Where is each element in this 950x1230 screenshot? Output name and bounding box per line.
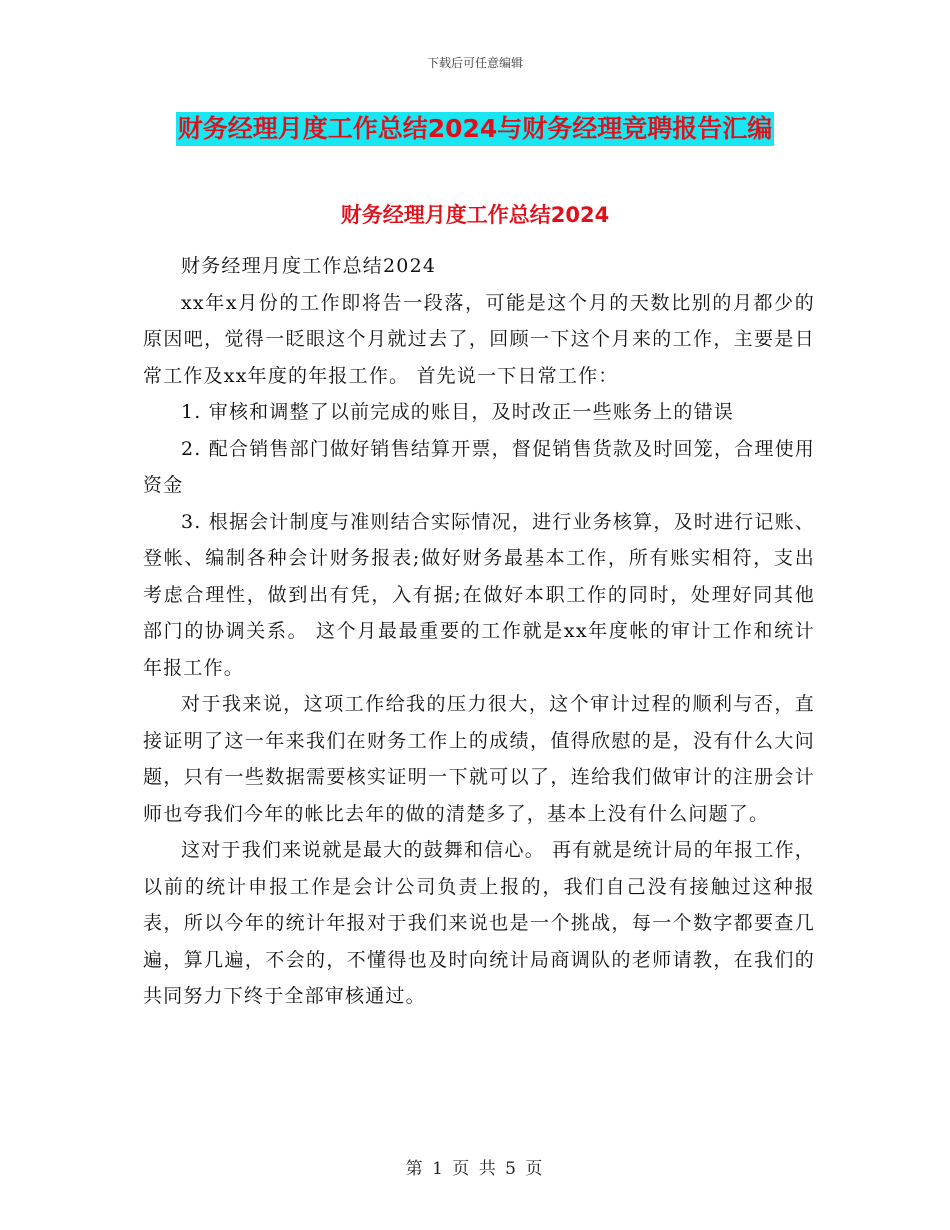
document-body (143, 248, 815, 1015)
header-note: 下载后可任意编辑 (426, 56, 523, 70)
paragraph: 财务经理月度工作总结2024 (181, 255, 437, 277)
main-title: 财务经理月度工作总结2024与财务经理竞聘报告汇编 (176, 112, 775, 146)
paragraph: xx年x月份的工作即将告一段落，可能是这个月的天数比别的月都少的原因吧，觉得一眨眼这个月就过去了，回顾一下这个月来的工作，主要是日常工作及xx年度的年报工作。 首先说一下日常工作： (143, 291, 815, 387)
page-indicator: 第 1 页 共 5 页 (405, 1159, 545, 1179)
paragraph: 2. 配合销售部门做好销售结算开票，督促销售货款及时回笼，合理使用资金 (143, 437, 815, 496)
paragraph: 对于我来说，这项工作给我的压力很大，这个审计过程的顺利与否，直接证明了这一年来我们在财务工作上的成绩，值得欣慰的是，没有什么大问题，只有一些数据需要核实证明一下就可以了，连给我们做审计的注册会计师也夸我们今年的帐比去年的做的清楚多了，基本上没有什么问题了。 (143, 693, 815, 825)
main-title-container (0, 112, 950, 146)
paragraph: 这对于我们来说就是最大的鼓舞和信心。 再有就是统计局的年报工作，以前的统计申报工作是会计公司负责上报的，我们自己没有接触过这种报表，所以今年的统计年报对于我们来说也是一个挑战，每一个数字都要查几遍，算几遍，不会的，不懂得也及时向统计局商调队的老师请教，在我们的共同努力下终于全部审核通过。 (143, 839, 815, 1007)
paragraph: 3. 根据会计制度与准则结合实际情况，进行业务核算，及时进行记账、登帐、编制各种会计财务报表;做好财务最基本工作，所有账实相符，支出考虑合理性，做到出有凭，入有据;在做好本职工作的同时，处理好同其他部门的协调关系。 这个月最最重要的工作就是xx年度帐的审计工作和统计年报工作。 (143, 510, 815, 679)
section-title: 财务经理月度工作总结2024 (340, 203, 610, 227)
paragraph: 1. 审核和调整了以前完成的账目，及时改正一些账务上的错误 (181, 401, 734, 423)
